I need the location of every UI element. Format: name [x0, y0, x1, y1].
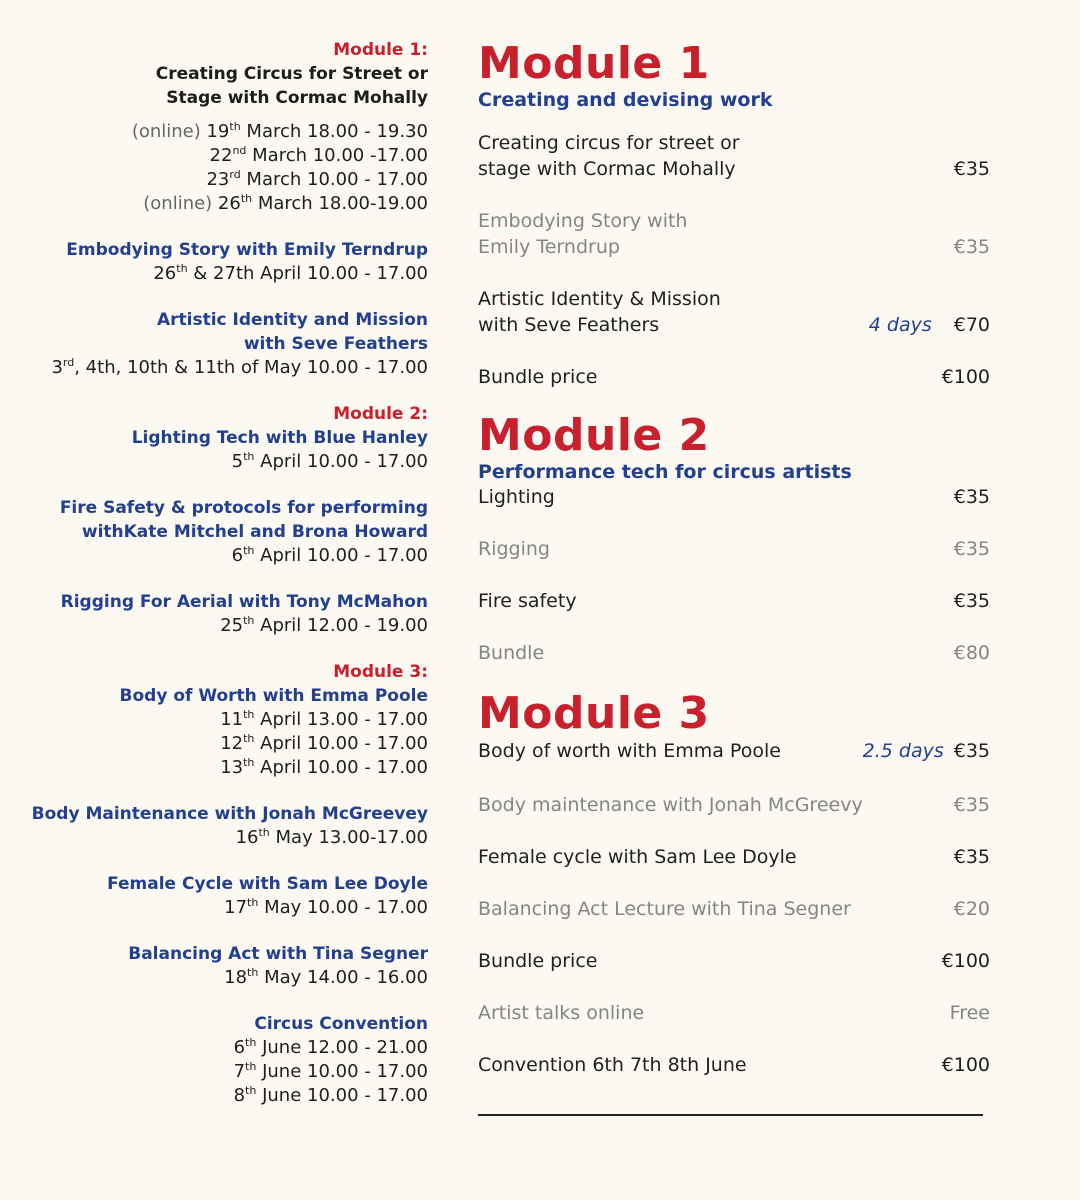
module-label: Module 3: [333, 662, 428, 682]
date-line: 5th April 10.00 - 17.00 [231, 450, 428, 472]
schedule-block [20, 872, 428, 920]
price-row [478, 536, 990, 562]
item-price: €35 [953, 236, 990, 258]
session-title: withKate Mitchel and Brona Howard [81, 522, 428, 542]
date-line: 3rd, 4th, 10th & 11th of May 10.00 - 17.00 [51, 356, 428, 378]
price-row [478, 1052, 990, 1078]
session-title: with Seve Feathers [243, 334, 428, 354]
session-title: Circus Convention [254, 1014, 428, 1034]
item-price: €70 [953, 314, 990, 336]
item-price: €35 [953, 740, 990, 762]
date-line: 11th April 13.00 - 17.00 [220, 708, 428, 730]
item-duration: 4 days [868, 314, 932, 336]
module-title: Module 3 [478, 688, 710, 739]
session-title: Lighting Tech with Blue Hanley [131, 428, 428, 448]
session-title: Female Cycle with Sam Lee Doyle [107, 874, 428, 894]
schedule-block [20, 402, 428, 474]
module-subtitle: Creating and devising work [478, 89, 773, 111]
item-name: Balancing Act Lecture with Tina Segner [478, 898, 851, 920]
price-row [478, 738, 990, 764]
item-price: €35 [953, 486, 990, 508]
module-title: Module 2 [478, 410, 710, 461]
item-price: €80 [953, 642, 990, 664]
item-price: €100 [941, 950, 990, 972]
date-line: 8th June 10.00 - 17.00 [233, 1084, 428, 1106]
date-line: 26th & 27th April 10.00 - 17.00 [153, 262, 428, 284]
schedule-block [20, 308, 428, 380]
schedule-block [20, 238, 428, 286]
session-title: Embodying Story with Emily Terndrup [66, 240, 428, 260]
date-line: 12th April 10.00 - 17.00 [220, 732, 428, 754]
module-label: Module 1: [333, 40, 428, 60]
schedule-block [20, 38, 428, 110]
date-line: 22nd March 10.00 -17.00 [209, 144, 428, 166]
item-name: Bundle price [478, 950, 598, 972]
session-dates [20, 120, 428, 216]
session-title: Fire Safety & protocols for performing [59, 498, 428, 518]
schedule-block [20, 1012, 428, 1108]
module-subtitle: Performance tech for circus artists [478, 461, 852, 483]
module-2-section [478, 412, 990, 666]
date-line: 18th May 14.00 - 16.00 [224, 966, 428, 988]
price-row [478, 896, 990, 922]
item-price: €20 [953, 898, 990, 920]
price-row [478, 1000, 990, 1026]
item-name: Fire safety [478, 590, 577, 612]
session-title: Body Maintenance with Jonah McGreevey [31, 804, 428, 824]
module-label: Module 2: [333, 404, 428, 424]
module-title: Module 1 [478, 38, 710, 89]
date-line: 25th April 12.00 - 19.00 [220, 614, 428, 636]
price-row [478, 286, 990, 338]
divider [478, 1114, 983, 1116]
item-price: €35 [953, 590, 990, 612]
item-name: Artistic Identity & Mission with Seve Feathers [478, 288, 721, 336]
price-row [478, 640, 990, 666]
date-line: 16th May 13.00-17.00 [235, 826, 428, 848]
price-row [478, 844, 990, 870]
date-line: 6th June 12.00 - 21.00 [233, 1036, 428, 1058]
module-1-section [478, 40, 990, 390]
session-title: Body of Worth with Emma Poole [119, 686, 428, 706]
session-title: Balancing Act with Tina Segner [128, 944, 428, 964]
item-name: Body maintenance with Jonah McGreevy [478, 794, 863, 816]
price-row [478, 130, 990, 182]
schedule-column [20, 38, 428, 1130]
price-row [478, 364, 990, 390]
item-duration: 2.5 days [862, 740, 944, 762]
session-title: Rigging For Aerial with Tony McMahon [60, 592, 428, 612]
item-name: Female cycle with Sam Lee Doyle [478, 846, 797, 868]
module-3-section [478, 690, 990, 1116]
item-name: Bundle price [478, 366, 598, 388]
date-line: 23rd March 10.00 - 17.00 [206, 168, 428, 190]
item-price: €35 [953, 846, 990, 868]
item-price: €100 [941, 1054, 990, 1076]
item-name: Embodying Story with Emily Terndrup [478, 210, 688, 258]
item-name: Lighting [478, 486, 555, 508]
item-name: Bundle [478, 642, 545, 664]
schedule-block [20, 660, 428, 780]
item-price: €35 [953, 538, 990, 560]
item-name: Rigging [478, 538, 550, 560]
price-row [478, 792, 990, 818]
price-row [478, 484, 990, 510]
date-line: 6th April 10.00 - 17.00 [231, 544, 428, 566]
date-line: (online) 26th March 18.00-19.00 [143, 192, 428, 214]
item-price: €35 [953, 794, 990, 816]
price-column [478, 40, 990, 1116]
schedule-block [20, 496, 428, 568]
date-line: 17th May 10.00 - 17.00 [224, 896, 428, 918]
item-price: €35 [953, 158, 990, 180]
item-name: Creating circus for street or stage with Cormac Mohally [478, 132, 740, 180]
date-line: (online) 19th March 18.00 - 19.30 [131, 120, 428, 142]
price-row [478, 948, 990, 974]
date-line: 7th June 10.00 - 17.00 [233, 1060, 428, 1082]
session-title: Stage with Cormac Mohally [166, 88, 428, 108]
price-row [478, 208, 990, 260]
schedule-block [20, 942, 428, 990]
item-name: Convention 6th 7th 8th June [478, 1054, 747, 1076]
item-name: Artist talks online [478, 1002, 645, 1024]
item-price: Free [949, 1002, 990, 1024]
schedule-block [20, 590, 428, 638]
session-title: Creating Circus for Street or [155, 64, 428, 84]
price-row [478, 588, 990, 614]
item-price: €100 [941, 366, 990, 388]
session-title: Artistic Identity and Mission [156, 310, 428, 330]
item-name: Body of worth with Emma Poole [478, 740, 781, 762]
schedule-block [20, 802, 428, 850]
date-line: 13th April 10.00 - 17.00 [220, 756, 428, 778]
